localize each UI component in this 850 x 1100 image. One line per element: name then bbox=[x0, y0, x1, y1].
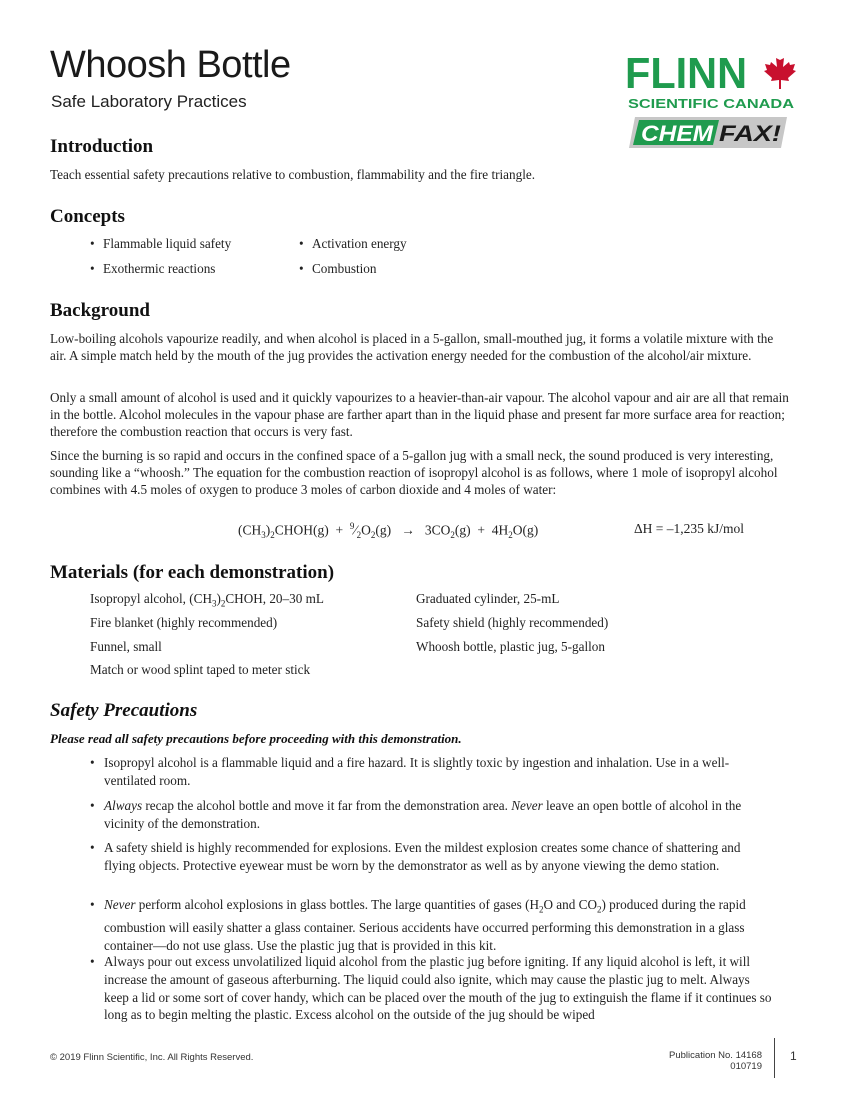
concept-item: • Exothermic reactions bbox=[90, 261, 216, 276]
combustion-equation: $(CH_3)_2CHOH(g)$ + $^9⁄_2O_2(g) \to 3CO_2(g) + 4H_2O(g)$ bbox=[238, 521, 539, 541]
safety-bullet: • Never perform alcohol explosions in glass bottles. The large quantities of gases ($H_2O$ and $CO_2$) produced during the rapid combustion will easily shatter a glass container. Serious accidents have occurred performing this demonstration in a glass container—do not use glass. Use the plastic jug that is provided in this kit. bbox=[90, 897, 746, 954]
concept-item: • Combustion bbox=[299, 261, 377, 276]
introduction-heading: Introduction bbox=[50, 136, 154, 157]
logo-graphic bbox=[625, 50, 797, 150]
page-title: Whoosh Bottle bbox=[50, 44, 291, 86]
logo-fax-text: FAX! bbox=[719, 121, 781, 146]
concept-label: Activation energy bbox=[312, 236, 407, 251]
concept-label: Flammable liquid safety bbox=[103, 236, 232, 251]
concept-label: Exothermic reactions bbox=[103, 261, 216, 276]
material-item: Whoosh bottle, plastic jug, 5-gallon bbox=[416, 639, 605, 654]
concept-item: • Activation energy bbox=[299, 236, 407, 251]
footer-divider bbox=[774, 1038, 775, 1078]
material-item: Isopropyl alcohol, $(CH_3)_2CHOH$, 20–30 mL bbox=[90, 591, 324, 609]
footer-copyright: © 2019 Flinn Scientific, Inc. All Rights Reserved. bbox=[50, 1052, 254, 1063]
safety-bullet: • Always recap the alcohol bottle and move it far from the demonstration area. Never leave an open bottle of alcohol in the vicinity of the demonstration. bbox=[90, 798, 742, 831]
logo-chem-text: CHEM bbox=[641, 121, 714, 146]
background-paragraph-2: Only a small amount of alcohol is used and it quickly vapourizes to a heavier-than-air vapour. The alcohol vapour and air are all that remain in the bottle. Alcohol molecules in the vapour phase are farther apart than in the liquid phase and present far more surface area for reaction; therefore the combustion reaction that occurs is very fast. bbox=[50, 390, 789, 439]
safety-bullet: • Always pour out excess unvolatilized liquid alcohol from the plastic jug before igniting. If any liquid alcohol is left, it will increase the amount of gaseous afterburning. The liquid could also ignite, which may cause the plastic jug to melt. Always keep a lid or some sort of cover handy, which can be placed over the mouth of the jug to extinguish the flame if it continues so long as to begin melting the plastic. Excess alcohol on the outside of the jug should be wiped bbox=[90, 954, 772, 1023]
page-subtitle: Safe Laboratory Practices bbox=[51, 92, 247, 111]
footer-publication bbox=[610, 1050, 762, 1072]
material-item: Match or wood splint taped to meter stick bbox=[90, 662, 311, 677]
flinn-chemfax-logo bbox=[625, 50, 797, 150]
logo-brand-text: FLINN bbox=[625, 50, 747, 98]
concepts-heading: Concepts bbox=[50, 206, 125, 227]
maple-leaf-icon bbox=[764, 52, 796, 89]
publication-code: 010719 bbox=[730, 1061, 762, 1072]
background-heading: Background bbox=[50, 300, 150, 321]
safety-heading: Safety Precautions bbox=[50, 700, 198, 721]
introduction-text: Teach essential safety precautions relative to combustion, flammability and the fire triangle. bbox=[50, 167, 536, 182]
publication-number: Publication No. 14168 bbox=[669, 1050, 762, 1061]
safety-bullet: • A safety shield is highly recommended for explosions. Even the mildest explosion creates some chance of shattering and flying objects. Protective eyewear must be worn by the demonstrator as well as by anyone viewing the demo station. bbox=[90, 840, 741, 873]
materials-heading: Materials (for each demonstration) bbox=[50, 562, 335, 583]
material-item: Graduated cylinder, 25-mL bbox=[416, 591, 560, 606]
material-item: Safety shield (highly recommended) bbox=[416, 615, 609, 630]
concept-label: Combustion bbox=[312, 261, 377, 276]
safety-bullet: • Isopropyl alcohol is a flammable liquid and a fire hazard. It is slightly toxic by ingestion and inhalation. Use in a well-ventilated room. bbox=[90, 755, 730, 788]
background-paragraph-3: Since the burning is so rapid and occurs in the confined space of a 5-gallon jug with a small neck, the sound produced is very interesting, sounding like a “whoosh.” The equation for the combustion reaction of isopropyl alcohol is as follows, where 1 mole of isopropyl alcohol combines with 4.5 moles of oxygen to produce 3 moles of carbon dioxide and 4 moles of water: bbox=[50, 448, 778, 497]
material-item: Funnel, small bbox=[90, 639, 162, 654]
enthalpy-value: ΔH = –1,235 kJ/mol bbox=[634, 521, 745, 536]
page-number: 1 bbox=[790, 1049, 797, 1063]
background-paragraph-1: Low-boiling alcohols vapourize readily, and when alcohol is placed in a 5-gallon, small-mouthed jug, it forms a volatile mixture with the air. A simple match held by the mouth of the jug provides the activation energy needed for the combustion of the alcohol/air mixture. bbox=[50, 331, 774, 363]
material-item: Fire blanket (highly recommended) bbox=[90, 615, 278, 630]
concept-item: • Flammable liquid safety bbox=[90, 236, 232, 251]
logo-tagline-text: SCIENTIFIC CANADA bbox=[628, 97, 794, 111]
safety-intro: Please read all safety precautions before proceeding with this demonstration. bbox=[50, 731, 462, 746]
